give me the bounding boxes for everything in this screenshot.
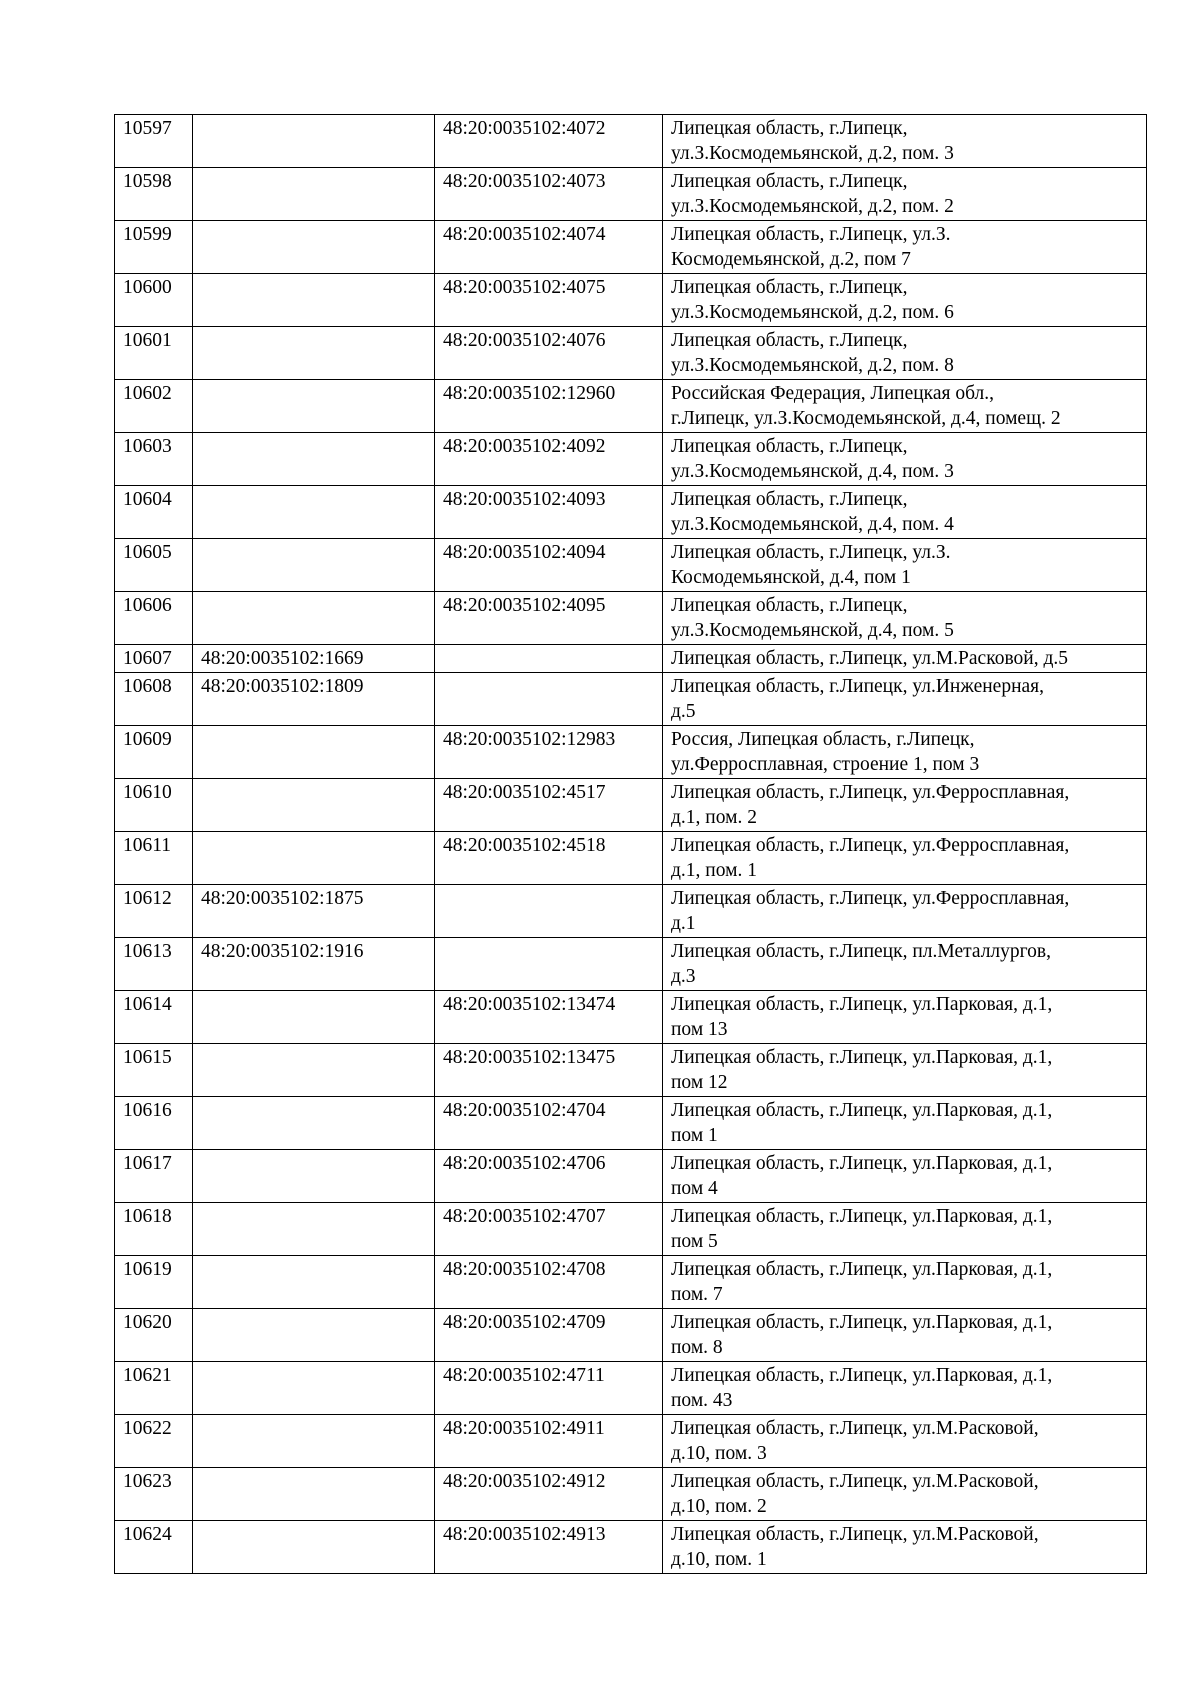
address-cell: Липецкая область, г.Липецк, ул.М.Расковой, д.5 <box>663 645 1147 673</box>
cadastral-number-cell <box>193 221 435 274</box>
row-number-cell: 10617 <box>115 1150 193 1203</box>
table-row <box>115 885 1147 938</box>
row-number-cell: 10622 <box>115 1415 193 1468</box>
room-cadastral-number-cell <box>435 645 663 673</box>
table-row <box>115 380 1147 433</box>
row-number-cell: 10613 <box>115 938 193 991</box>
row-number-cell: 10598 <box>115 168 193 221</box>
row-number-cell: 10621 <box>115 1362 193 1415</box>
row-number-cell: 10616 <box>115 1097 193 1150</box>
cadastral-number-cell <box>193 1044 435 1097</box>
room-cadastral-number-cell: 48:20:0035102:4093 <box>435 486 663 539</box>
room-cadastral-number-cell: 48:20:0035102:4095 <box>435 592 663 645</box>
table-row <box>115 1521 1147 1574</box>
cadastral-number-cell <box>193 726 435 779</box>
cadastral-number-cell <box>193 1256 435 1309</box>
address-cell: Липецкая область, г.Липецк, ул.З.Космодемьянской, д.4, пом. 4 <box>663 486 1147 539</box>
row-number-cell: 10612 <box>115 885 193 938</box>
table-row <box>115 1309 1147 1362</box>
row-number-cell: 10607 <box>115 645 193 673</box>
table-row <box>115 1203 1147 1256</box>
cadastral-number-cell <box>193 1203 435 1256</box>
room-cadastral-number-cell: 48:20:0035102:4709 <box>435 1309 663 1362</box>
row-number-cell: 10606 <box>115 592 193 645</box>
row-number-cell: 10614 <box>115 991 193 1044</box>
cadastral-number-cell <box>193 592 435 645</box>
room-cadastral-number-cell <box>435 673 663 726</box>
room-cadastral-number-cell: 48:20:0035102:4075 <box>435 274 663 327</box>
cadastral-number-cell <box>193 1415 435 1468</box>
address-cell: Липецкая область, г.Липецк, ул.М.Расковой, д.10, пом. 1 <box>663 1521 1147 1574</box>
room-cadastral-number-cell: 48:20:0035102:12960 <box>435 380 663 433</box>
room-cadastral-number-cell: 48:20:0035102:4092 <box>435 433 663 486</box>
address-cell: Липецкая область, г.Липецк, ул.Инженерная, д.5 <box>663 673 1147 726</box>
room-cadastral-number-cell: 48:20:0035102:12983 <box>435 726 663 779</box>
room-cadastral-number-cell: 48:20:0035102:4094 <box>435 539 663 592</box>
cadastral-number-cell <box>193 168 435 221</box>
address-cell: Липецкая область, г.Липецк, пл.Металлургов, д.3 <box>663 938 1147 991</box>
room-cadastral-number-cell: 48:20:0035102:4072 <box>435 115 663 168</box>
table-row <box>115 327 1147 380</box>
table-row <box>115 168 1147 221</box>
room-cadastral-number-cell: 48:20:0035102:4517 <box>435 779 663 832</box>
table-row <box>115 779 1147 832</box>
room-cadastral-number-cell: 48:20:0035102:4912 <box>435 1468 663 1521</box>
address-cell: Липецкая область, г.Липецк, ул.М.Расковой, д.10, пом. 3 <box>663 1415 1147 1468</box>
row-number-cell: 10605 <box>115 539 193 592</box>
row-number-cell: 10623 <box>115 1468 193 1521</box>
row-number-cell: 10611 <box>115 832 193 885</box>
row-number-cell: 10601 <box>115 327 193 380</box>
row-number-cell: 10600 <box>115 274 193 327</box>
table-row <box>115 1415 1147 1468</box>
table-row <box>115 1362 1147 1415</box>
address-cell: Липецкая область, г.Липецк, ул.Ферросплавная, д.1, пом. 2 <box>663 779 1147 832</box>
room-cadastral-number-cell: 48:20:0035102:4704 <box>435 1097 663 1150</box>
cadastral-number-cell <box>193 1362 435 1415</box>
address-cell: Липецкая область, г.Липецк, ул.З. Космодемьянской, д.2, пом 7 <box>663 221 1147 274</box>
cadastral-number-cell <box>193 1468 435 1521</box>
cadastral-number-cell <box>193 433 435 486</box>
room-cadastral-number-cell: 48:20:0035102:4911 <box>435 1415 663 1468</box>
row-number-cell: 10618 <box>115 1203 193 1256</box>
table-row <box>115 673 1147 726</box>
cadastral-number-cell <box>193 832 435 885</box>
row-number-cell: 10604 <box>115 486 193 539</box>
address-cell: Липецкая область, г.Липецк, ул.Парковая, д.1, пом 5 <box>663 1203 1147 1256</box>
row-number-cell: 10603 <box>115 433 193 486</box>
cadastral-number-cell: 48:20:0035102:1669 <box>193 645 435 673</box>
cadastral-number-cell <box>193 1097 435 1150</box>
cadastral-number-cell <box>193 1150 435 1203</box>
address-cell: Липецкая область, г.Липецк, ул.Парковая, д.1, пом 1 <box>663 1097 1147 1150</box>
address-cell: Липецкая область, г.Липецк, ул.З. Космодемьянской, д.4, пом 1 <box>663 539 1147 592</box>
room-cadastral-number-cell: 48:20:0035102:4076 <box>435 327 663 380</box>
row-number-cell: 10620 <box>115 1309 193 1362</box>
table-row <box>115 433 1147 486</box>
row-number-cell: 10619 <box>115 1256 193 1309</box>
table-row <box>115 1150 1147 1203</box>
address-cell: Российская Федерация, Липецкая обл., г.Липецк, ул.З.Космодемьянской, д.4, помещ. 2 <box>663 380 1147 433</box>
table-row <box>115 832 1147 885</box>
cadastral-number-cell <box>193 115 435 168</box>
room-cadastral-number-cell: 48:20:0035102:4707 <box>435 1203 663 1256</box>
table-row <box>115 1468 1147 1521</box>
table-row <box>115 726 1147 779</box>
room-cadastral-number-cell <box>435 938 663 991</box>
table-body <box>115 115 1147 1574</box>
room-cadastral-number-cell: 48:20:0035102:4074 <box>435 221 663 274</box>
address-cell: Липецкая область, г.Липецк, ул.Парковая, д.1, пом 4 <box>663 1150 1147 1203</box>
room-cadastral-number-cell: 48:20:0035102:4711 <box>435 1362 663 1415</box>
cadastral-number-cell <box>193 991 435 1044</box>
cadastral-number-cell: 48:20:0035102:1916 <box>193 938 435 991</box>
address-cell: Липецкая область, г.Липецк, ул.Парковая, д.1, пом. 8 <box>663 1309 1147 1362</box>
row-number-cell: 10609 <box>115 726 193 779</box>
room-cadastral-number-cell: 48:20:0035102:4913 <box>435 1521 663 1574</box>
address-cell: Липецкая область, г.Липецк, ул.Парковая, д.1, пом 13 <box>663 991 1147 1044</box>
cadastral-number-cell <box>193 274 435 327</box>
table-row <box>115 592 1147 645</box>
table-row <box>115 274 1147 327</box>
address-cell: Липецкая область, г.Липецк, ул.Парковая, д.1, пом. 43 <box>663 1362 1147 1415</box>
row-number-cell: 10608 <box>115 673 193 726</box>
cadastral-number-cell <box>193 1309 435 1362</box>
cadastral-number-cell <box>193 779 435 832</box>
row-number-cell: 10610 <box>115 779 193 832</box>
address-cell: Липецкая область, г.Липецк, ул.З.Космодемьянской, д.2, пом. 6 <box>663 274 1147 327</box>
table-row <box>115 115 1147 168</box>
row-number-cell: 10615 <box>115 1044 193 1097</box>
property-table <box>114 114 1147 1574</box>
cadastral-number-cell: 48:20:0035102:1875 <box>193 885 435 938</box>
address-cell: Липецкая область, г.Липецк, ул.З.Космодемьянской, д.2, пом. 3 <box>663 115 1147 168</box>
table-row <box>115 1097 1147 1150</box>
table-row <box>115 991 1147 1044</box>
address-cell: Липецкая область, г.Липецк, ул.З.Космодемьянской, д.4, пом. 3 <box>663 433 1147 486</box>
table-row <box>115 1256 1147 1309</box>
cadastral-number-cell <box>193 486 435 539</box>
cadastral-number-cell <box>193 327 435 380</box>
row-number-cell: 10599 <box>115 221 193 274</box>
table-row <box>115 1044 1147 1097</box>
room-cadastral-number-cell: 48:20:0035102:13475 <box>435 1044 663 1097</box>
cadastral-number-cell <box>193 1521 435 1574</box>
cadastral-number-cell <box>193 380 435 433</box>
cadastral-number-cell: 48:20:0035102:1809 <box>193 673 435 726</box>
address-cell: Россия, Липецкая область, г.Липецк, ул.Ферросплавная, строение 1, пом 3 <box>663 726 1147 779</box>
room-cadastral-number-cell: 48:20:0035102:13474 <box>435 991 663 1044</box>
room-cadastral-number-cell: 48:20:0035102:4708 <box>435 1256 663 1309</box>
table-row <box>115 221 1147 274</box>
table-row <box>115 486 1147 539</box>
room-cadastral-number-cell: 48:20:0035102:4518 <box>435 832 663 885</box>
table-row <box>115 539 1147 592</box>
address-cell: Липецкая область, г.Липецк, ул.М.Расковой, д.10, пом. 2 <box>663 1468 1147 1521</box>
table-row <box>115 645 1147 673</box>
address-cell: Липецкая область, г.Липецк, ул.З.Космодемьянской, д.2, пом. 2 <box>663 168 1147 221</box>
address-cell: Липецкая область, г.Липецк, ул.З.Космодемьянской, д.4, пом. 5 <box>663 592 1147 645</box>
table-row <box>115 938 1147 991</box>
address-cell: Липецкая область, г.Липецк, ул.З.Космодемьянской, д.2, пом. 8 <box>663 327 1147 380</box>
address-cell: Липецкая область, г.Липецк, ул.Парковая, д.1, пом 12 <box>663 1044 1147 1097</box>
row-number-cell: 10597 <box>115 115 193 168</box>
row-number-cell: 10602 <box>115 380 193 433</box>
address-cell: Липецкая область, г.Липецк, ул.Ферросплавная, д.1 <box>663 885 1147 938</box>
address-cell: Липецкая область, г.Липецк, ул.Ферросплавная, д.1, пом. 1 <box>663 832 1147 885</box>
cadastral-number-cell <box>193 539 435 592</box>
room-cadastral-number-cell: 48:20:0035102:4073 <box>435 168 663 221</box>
room-cadastral-number-cell: 48:20:0035102:4706 <box>435 1150 663 1203</box>
address-cell: Липецкая область, г.Липецк, ул.Парковая, д.1, пом. 7 <box>663 1256 1147 1309</box>
room-cadastral-number-cell <box>435 885 663 938</box>
row-number-cell: 10624 <box>115 1521 193 1574</box>
